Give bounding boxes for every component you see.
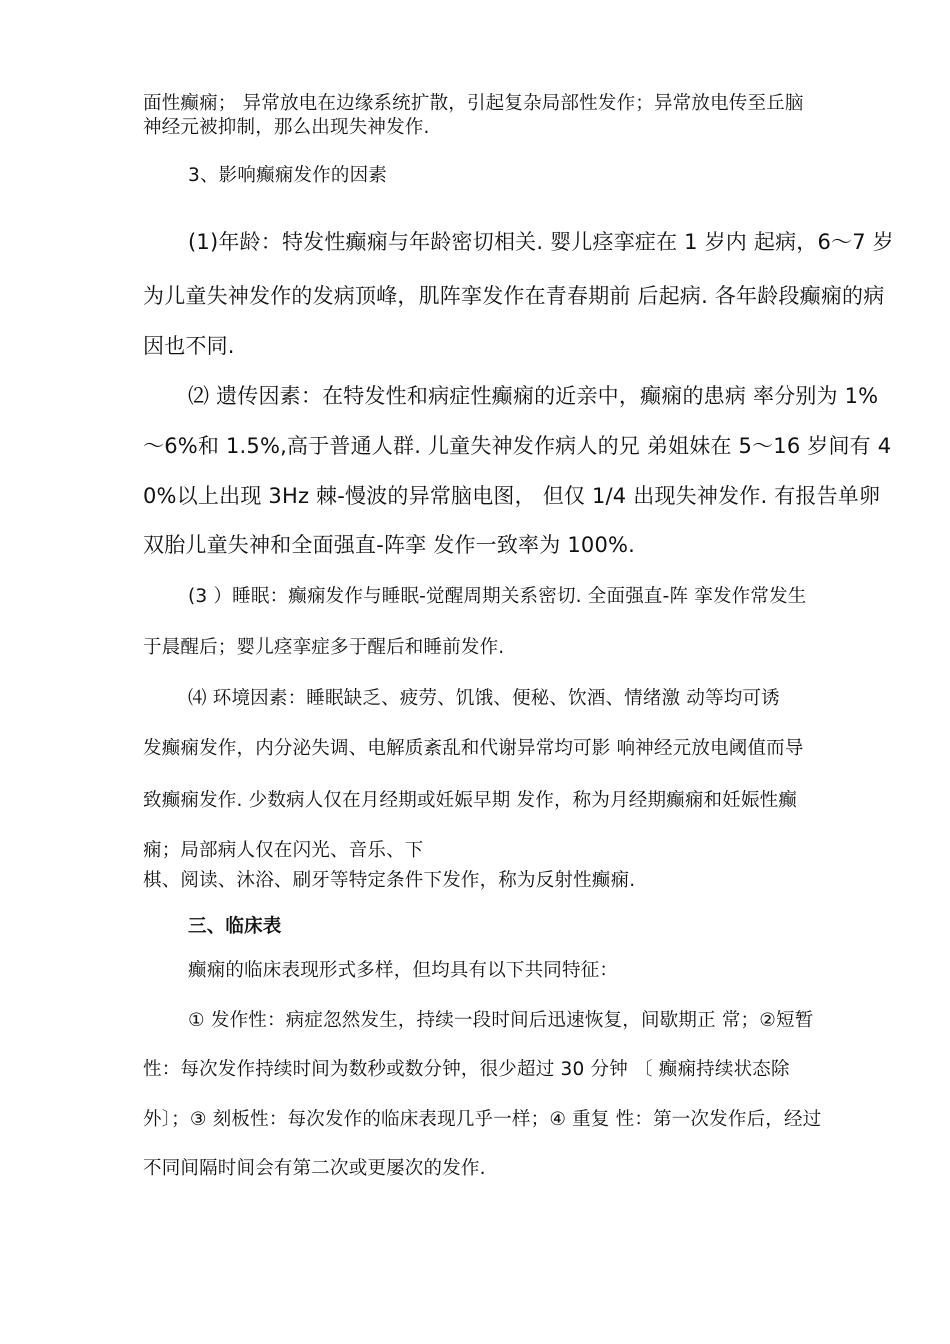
text-line: 〜6%和 1.5%,高于普通人群. 儿童失神发作病人的兄 弟姐妹在 5〜16 岁间有 4 bbox=[143, 434, 892, 458]
text-line: 外〕；③ 刻板性：每次发作的临床表现几乎一样；④ 重复 性：第一次发作后，经过 bbox=[143, 1109, 822, 1130]
text-line: 为儿童失神发作的发病顶峰，肌阵挛发作在青春期前 后起病. 各年龄段癫痫的病 bbox=[143, 284, 885, 308]
text-line: 癫痫的临床表现形式多样，但均具有以下共同特征： bbox=[188, 960, 619, 981]
text-line: 发癫痫发作，内分泌失调、电解质紊乱和代谢异常均可影 响神经元放电阈值而导 bbox=[143, 738, 804, 759]
text-line: 于晨醒后；婴儿痉挛症多于醒后和睡前发作. bbox=[143, 637, 505, 658]
text-line: 致癫痫发作. 少数病人仅在月经期或妊娠早期 发作，称为月经期癫痫和妊娠性癫 bbox=[143, 790, 798, 811]
text-line: (3 ）睡眠：癫痫发作与睡眠-觉醒周期关系密切. 全面强直-阵 挛发作常发生 bbox=[188, 586, 807, 607]
text-line: 性：每次发作持续时间为数秒或数分钟，很少超过 30 分钟 〔 癫痫持续状态除 bbox=[143, 1059, 790, 1080]
text-line: 面性癫痫； 异常放电在边缘系统扩散，引起复杂局部性发作；异常放电传至丘脑 bbox=[143, 93, 804, 114]
text-line: ⑵ 遗传因素：在特发性和病症性癫痫的近亲中，癫痫的患病 率分别为 1% bbox=[188, 384, 879, 408]
text-line: 神经元被抑制，那么出现失神发作. bbox=[143, 117, 430, 138]
text-line: 棋、阅读、沐浴、刷牙等特定条件下发作，称为反射性癫痫. bbox=[143, 870, 636, 891]
text-line: (1)年龄：特发性癫痫与年龄密切相关. 婴儿痉挛症在 1 岁内 起病，6〜7 岁 bbox=[188, 230, 894, 254]
text-line: 因也不同. bbox=[143, 334, 235, 358]
text-line: 0%以上出现 3Hz 棘-慢波的异常脑电图， 但仅 1/4 出现失神发作. 有报告单卵 bbox=[143, 484, 881, 508]
text-line: 双胎儿童失神和全面强直-阵挛 发作一致率为 100%. bbox=[143, 533, 636, 557]
text-line: ⑷ 环境因素：睡眠缺乏、疲劳、饥饿、便秘、饮酒、情绪激 动等均可诱 bbox=[188, 688, 780, 709]
section-heading: 3、影响癫痫发作的因素 bbox=[188, 165, 387, 186]
section-heading: 三、临床表 bbox=[188, 916, 282, 937]
text-line: 痫；局部病人仅在闪光、音乐、下 bbox=[143, 840, 424, 861]
text-line: 不同间隔时间会有第二次或更屡次的发作. bbox=[143, 1158, 486, 1179]
text-line: ① 发作性：病症忽然发生，持续一段时间后迅速恢复，间歇期正 常；②短暂 bbox=[188, 1010, 814, 1031]
